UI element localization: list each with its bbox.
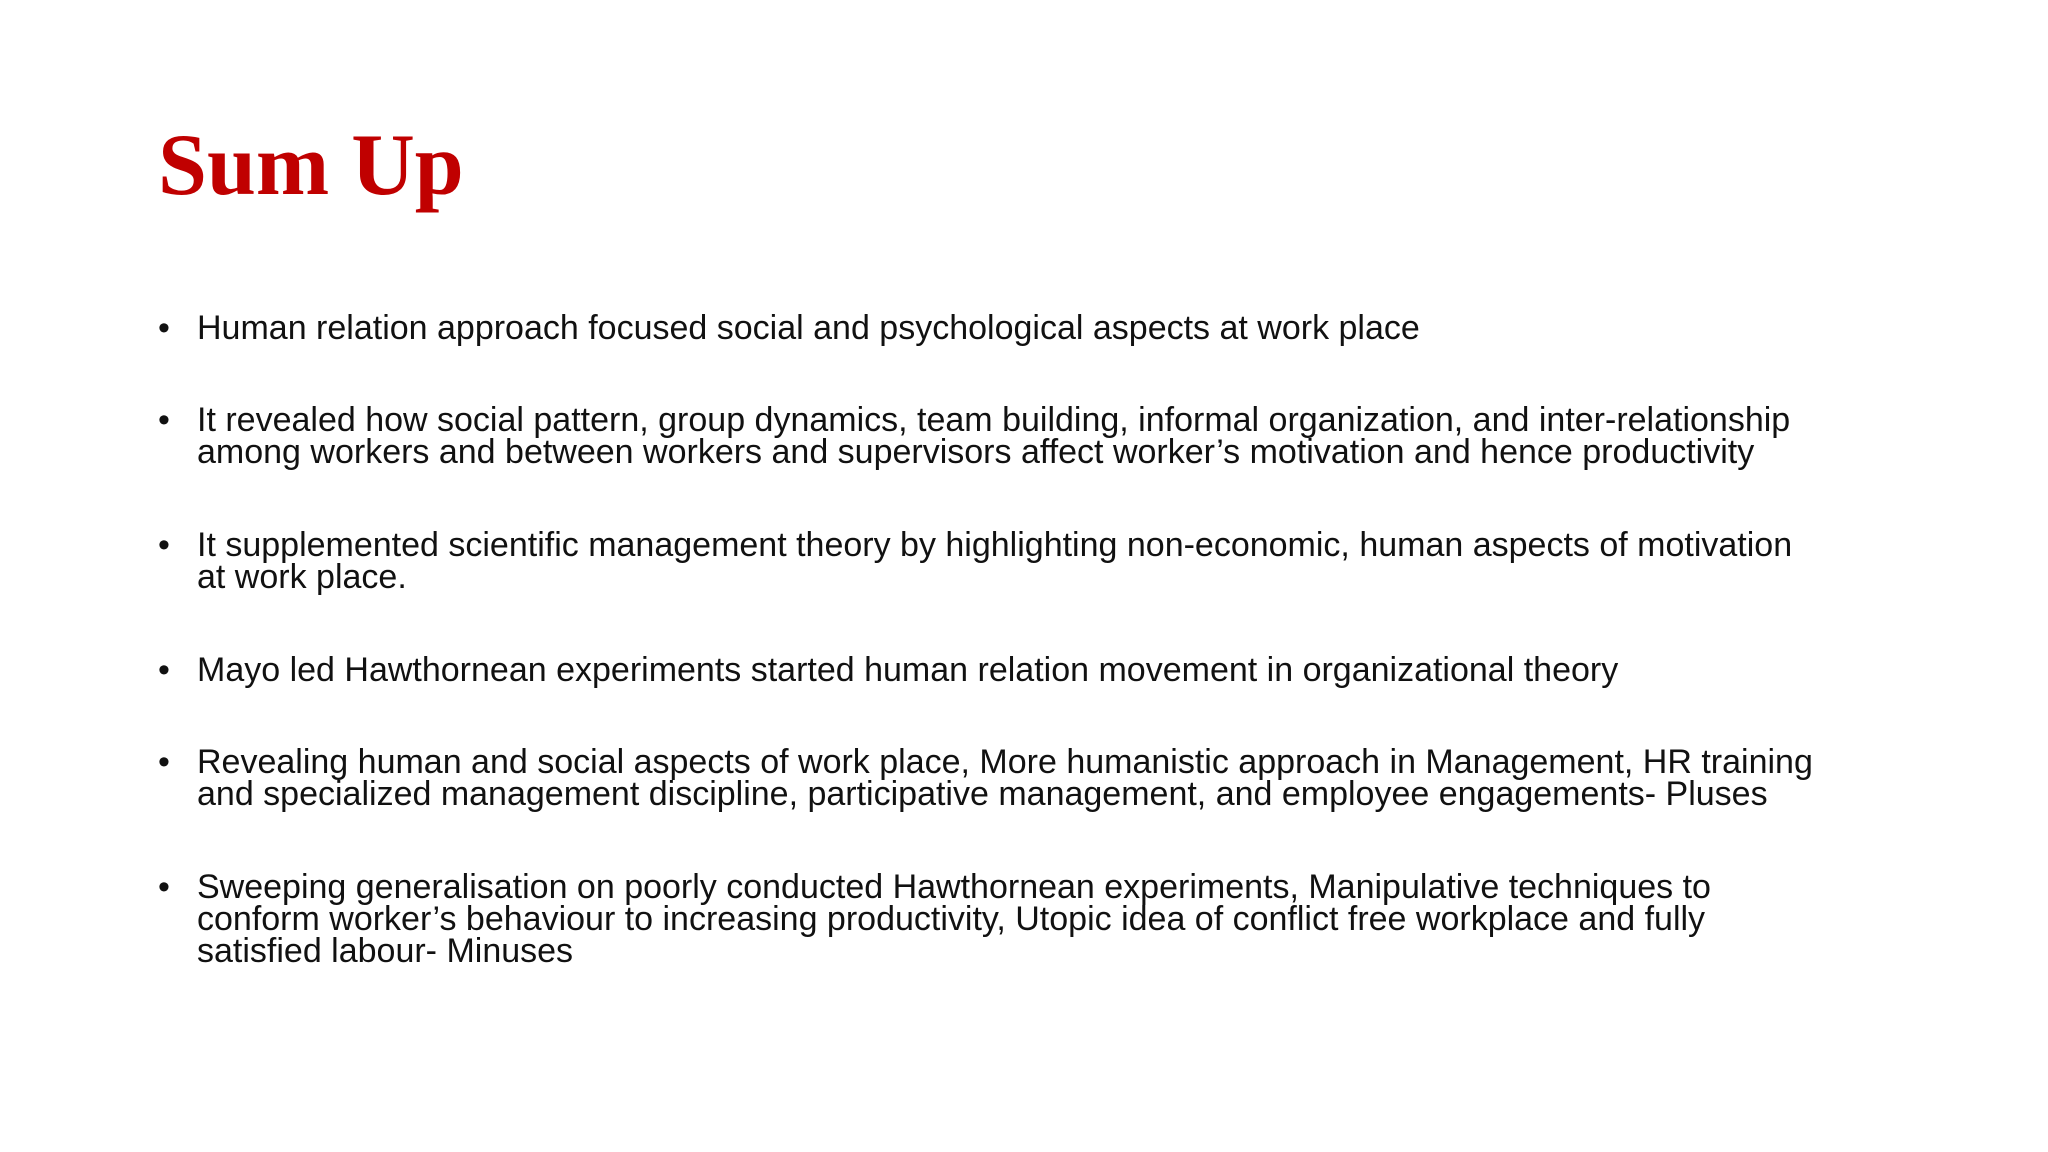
bullet-item [158, 743, 1918, 813]
bullet-dot-icon: • [158, 526, 170, 564]
bullet-dot-icon: • [158, 309, 170, 347]
slide-title: Sum Up [158, 117, 464, 214]
bullet-text: Human relation approach focused social and psychological aspects at work place [197, 309, 1420, 347]
bullet-text: Mayo led Hawthornean experiments started human relation movement in organizational theory [197, 651, 1619, 689]
bullet-item [158, 651, 1918, 689]
bullet-item [158, 309, 1918, 347]
bullet-dot-icon: • [158, 651, 170, 689]
bullet-text: It revealed how social pattern, group dynamics, team building, informal organization, and inter-relationship among workers and between workers and supervisors affect worker’s motivation and hence productivity [197, 401, 1791, 471]
bullet-text: It supplemented scientific management theory by highlighting non-economic, human aspects of motivation at work place. [197, 526, 1793, 596]
bullet-item [158, 401, 1918, 471]
bullet-item [158, 868, 1918, 970]
bullet-dot-icon: • [158, 868, 170, 906]
bullet-dot-icon: • [158, 401, 170, 439]
bullet-text: Revealing human and social aspects of work place, More humanistic approach in Management, HR training and specialized management discipline, participative management, and employee engagements- Pluses [197, 743, 1813, 813]
bullet-item [158, 526, 1918, 596]
bullet-text: Sweeping generalisation on poorly conducted Hawthornean experiments, Manipulative techniques to conform worker’s behaviour to increasing productivity, Utopic idea of conflict free workplace and fully satisfied labour- Minuses [197, 868, 1711, 970]
bullet-dot-icon: • [158, 743, 170, 781]
